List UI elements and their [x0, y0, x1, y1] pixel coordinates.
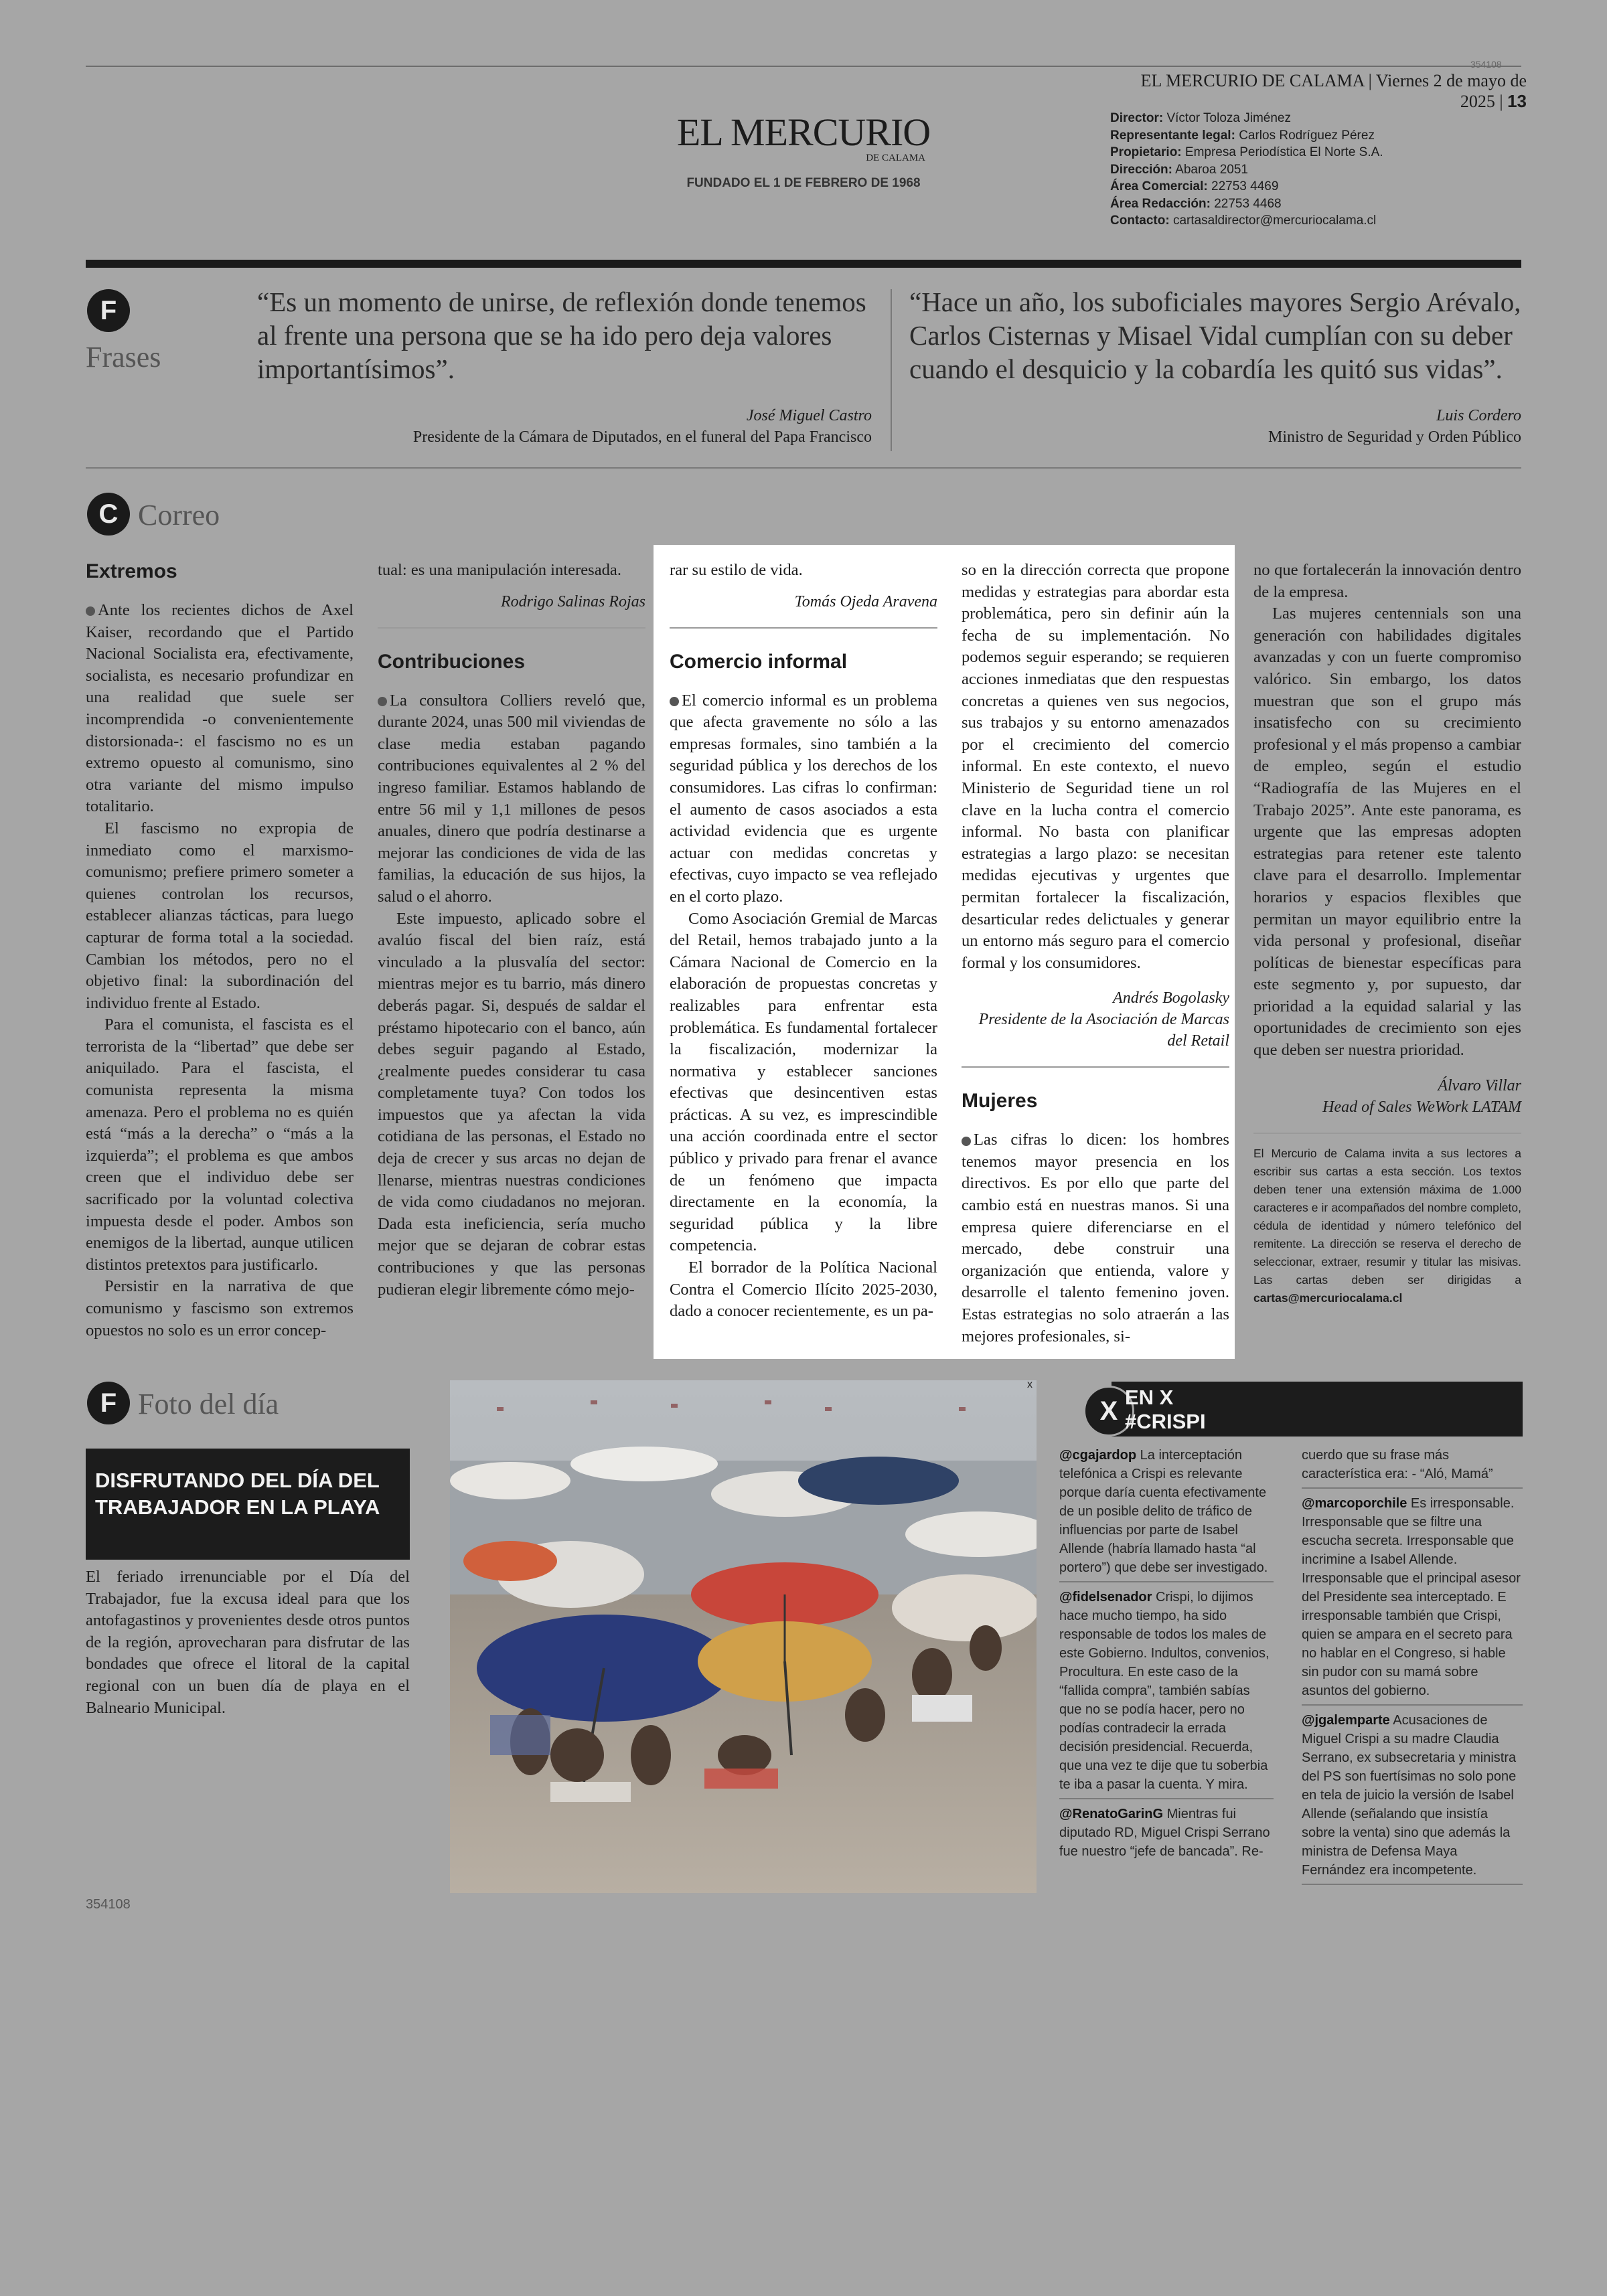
staff-value: Empresa Periodística El Norte S.A.: [1184, 145, 1383, 159]
staff-value[interactable]: cartasaldirector@mercuriocalama.cl: [1172, 214, 1377, 228]
letter-comercio: [670, 560, 937, 1323]
tweet-text: Mientras fui diputado RD, Miguel Crispi Serrano fue nuestro “jefe de bancada”. Re-: [1059, 1807, 1270, 1859]
foto-title: Foto del día: [138, 1388, 279, 1420]
staff-line: [1110, 127, 1383, 145]
quote-1-author: José Miguel Castro: [746, 407, 872, 424]
staff-label: Área Redacción:: [1110, 196, 1211, 211]
staff-line: [1110, 195, 1383, 213]
tweet-text: La interceptación telefónica a Crispi es relevante porque daría cuenta efectivamente de un posible delito de tráfico de influencias por parte de Isabel Allende (habría llamado hasta “al portero”) que debe ser investigado.: [1059, 1448, 1268, 1575]
masthead: [670, 112, 937, 191]
tweet: [1059, 1805, 1274, 1861]
letter-paragraph: El fascismo no expropia de inmediato como el marxismo-comunismo; prefiere primero someter a quienes controlan los recursos, establecer alianzas tácticas, para luego capturar de forma total a la sociedad. Cambian los métodos, pero no el objetivo final: la subordinación del individuo frente al Estado.: [86, 819, 354, 1012]
letter-signature-role: Head of Sales WeWork LATAM: [1322, 1098, 1521, 1116]
masthead-logo: EL MERCURIO: [676, 110, 931, 154]
page-header-info: EL MERCURIO DE CALAMA | Viernes 2 de mayo de 2025 | 13: [1140, 71, 1527, 111]
header-divider: [86, 260, 1521, 268]
letter-comercio-cont: [962, 560, 1229, 1347]
tweet: [1059, 1446, 1274, 1582]
tweets-col-2: [1302, 1446, 1523, 1890]
letter-heading: Contribuciones: [378, 650, 526, 673]
letter-divider: [378, 627, 645, 629]
page-code-top: 354108: [1470, 59, 1502, 70]
frases-badge-icon: F: [87, 289, 130, 332]
tweet-handle[interactable]: @cgajardop: [1059, 1448, 1137, 1463]
staff-value: Víctor Toloza Jiménez: [1166, 111, 1291, 125]
staff-box: [1110, 110, 1383, 230]
letter-heading: Extremos: [86, 560, 177, 582]
tweet-handle[interactable]: @RenatoGarinG: [1059, 1807, 1164, 1821]
letter-mujeres-cont: [1253, 560, 1521, 1307]
staff-value: 22753 4469: [1211, 179, 1279, 193]
staff-label: Representante legal:: [1110, 128, 1235, 143]
staff-label: Área Comercial:: [1110, 179, 1208, 193]
photo-close-mark: x: [1027, 1380, 1032, 1390]
quote-2-role: Ministro de Seguridad y Orden Público: [1268, 428, 1521, 446]
letter-paragraph: Ante los recientes dichos de Axel Kaiser, recordando que el Partido Nacional Socialista era, efectivamente, socialista, es necesario profundizar en una realidad que suele ser incomprendida -o convenientemente distorsionada-: el fascismo no es un extremo opuesto al comunismo, sino otra variante del mismo impulso totalitario.: [86, 601, 354, 816]
letter-paragraph: Este impuesto, aplicado sobre el avalúo fiscal del bien raíz, está vinculado a la plusvalía del sector: mientras mejor es tu barrio, más dinero deberás pagar. Si, después de saldar el préstamo hipotecario con el banco, aún debes seguir pagando al Estado, ¿realmente puedes considerar tu casa completamente tuya? Con todos los impuestos que ya afectan la vida cotidiana de las personas, el Estado no deja de crecer y sus arcas no dejan de llenarse, mientras nuestras condiciones de vida como ciudadanos no mejoran. Dada esta ineficiencia, sería mucho mejor que se dejaran de cobrar estas contribuciones y que las personas pudieran elegir libremente cómo mejo-: [378, 909, 645, 1299]
beach-photo-image: [450, 1380, 1037, 1893]
masthead-sub: DE CALAMA: [866, 153, 925, 163]
letter-paragraph: Para el comunista, el fascista es el terrorista de la “libertad” que debe ser aniquilado. Para el fascista, el comunista representa la misma amenaza. Pero el problema no es quién está “más a la derecha” o “más a la izquierda”; el problema es que ambos creen que el individuo debe ser sacrificado por la voluntad colectiva impuesta desde el poder. Ambos son enemigos de la libertad, aunque utilicen distintos pretextos para justificarlo.: [86, 1015, 354, 1274]
tweet: [1302, 1446, 1523, 1489]
letter-heading: Comercio informal: [670, 650, 848, 673]
staff-label: Propietario:: [1110, 145, 1182, 159]
letter-divider: [670, 627, 937, 629]
letter-paragraph: no que fortalecerán la innovación dentro de la empresa.: [1253, 561, 1521, 601]
letter-divider: [1253, 1133, 1521, 1134]
letter-signature-role: Presidente de la Asociación de Marcas del Retail: [978, 1011, 1229, 1050]
tweet: [1059, 1588, 1274, 1799]
publication-name: EL MERCURIO DE CALAMA: [1140, 71, 1365, 90]
photo-caption: [86, 1566, 410, 1719]
quote-separator: [891, 289, 892, 451]
photo-headline: DISFRUTANDO DEL DÍA DEL TRABAJADOR EN LA PLAYA: [86, 1449, 410, 1560]
letter-paragraph: Las cifras lo dicen: los hombres tenemos mayor presencia en los directivos. Es por ello que parte del cambio está en nuestras manos. Si una empresa quiere diferenciarse en el mercado, debe construir una organización que entienda, valore y desarrolle el talento femenino joven. Estas estrategias no solo atraerán a las mejores profesionales, si-: [962, 1131, 1229, 1345]
letter-signature: Rodrigo Salinas Rojas: [500, 592, 645, 610]
tweet-text: Es irresponsable. Irresponsable que se filtre una escucha secreta. Irresponsable que incrimine a Isabel Allende. Irresponsable que el principal asesor del Presidente sea interceptado. E irresponsable también que Crispi, quien se ampara en el secreto para no hablar en el Congreso, si hable sin pudor con su mamá sobre asuntos del gobierno.: [1302, 1496, 1521, 1698]
staff-line: [1110, 144, 1383, 161]
correo-badge-icon: C: [87, 493, 130, 536]
staff-value: Carlos Rodríguez Pérez: [1239, 128, 1375, 143]
staff-line: [1110, 178, 1383, 195]
en-x-header: [1099, 1382, 1523, 1437]
frases-bottom-rule: [86, 467, 1521, 469]
letter-signature: Andrés Bogolasky: [1113, 989, 1229, 1007]
founded-line: FUNDADO EL 1 DE FEBRERO DE 1968: [686, 176, 921, 190]
quote-2-author: Luis Cordero: [1436, 407, 1521, 424]
photo-caption-text: El feriado irrenunciable por el Día del Trabajador, fue la excusa ideal para que los antofagastinos y provenientes desde otros puntos de la región, aprovecharan para disfrutar de las bondades que ofrece el litoral de la capital regional con un buen día de playa en el Balneario Municipal.: [86, 1568, 410, 1717]
letter-paragraph: El borrador de la Política Nacional Contra el Comercio Ilícito 2025-2030, dado a conocer recientemente, es un pa-: [670, 1258, 937, 1321]
letter-extremos: [86, 560, 354, 1341]
tweet-handle[interactable]: @marcoporchile: [1302, 1496, 1407, 1511]
x-badge-icon: X: [1083, 1386, 1134, 1437]
tweet-text: Crispi, lo dijimos hace mucho tiempo, ha sido responsable de todos los males de este Gobierno. Indultos, convenios, Procultura. En este caso de la “fallida compra”, también sabías que no se podía hacer, pero no podías contradecir la errada decisión presidencial. Recuerda, que una vez te dije que tu soberbia te iba a pasar la cuenta. Y mira.: [1059, 1590, 1270, 1792]
letter-divider: [962, 1066, 1229, 1068]
letter-continuation: tual: es una manipulación interesada.: [378, 561, 621, 579]
staff-label: Dirección:: [1110, 162, 1172, 177]
letter-paragraph: El comercio informal es un problema que afecta gravemente no sólo a las empresas formales, sino también a la seguridad pública y los derechos de los consumidores. Las cifras lo confirman: el aumento de casos asociados a esta actividad evidencia que es urgente actuar con medidas concretas y efectivas, cuyo impacto se vea reflejado en el corto plazo.: [670, 691, 937, 906]
staff-line: [1110, 212, 1383, 230]
quote-2: “Hace un año, los suboficiales mayores Sergio Arévalo, Carlos Cisternas y Misael Vidal cumplían con su deber cuando el desquicio y la cobardía les quitó sus vidas”.: [909, 286, 1521, 384]
tweets-col-1: [1059, 1446, 1274, 1861]
letter-heading: Mujeres: [962, 1090, 1038, 1113]
tweet-handle[interactable]: @jgalemparte: [1302, 1713, 1390, 1728]
letter-contribuciones: [378, 560, 645, 1301]
bullet-icon: [378, 697, 387, 706]
letter-paragraph: Persistir en la narrativa de que comunismo y fascismo son extremos opuestos no solo es un error concep-: [86, 1277, 354, 1339]
staff-label: Contacto:: [1110, 214, 1170, 228]
letter-signature: Álvaro Villar: [1438, 1076, 1521, 1094]
letters-notice: El Mercurio de Calama invita a sus lectores a escribir sus cartas a esta sección. Los textos deben tener una extensión máxima de 1.000 caracteres e ir acompañados del nombre completo, cédula de identidad y número telefónico del remitente. La dirección se reserva el derecho de seleccionar, extraer, resumir y titular las misivas. Las cartas deben ser dirigidas a cartas@mercuriocalama.cl: [1253, 1146, 1521, 1305]
staff-line: [1110, 110, 1383, 127]
page-number: 13: [1507, 91, 1527, 111]
tweet: [1302, 1711, 1523, 1885]
tweet-text: cuerdo que su frase más característica era: - “Aló, Mamá”: [1302, 1448, 1493, 1481]
bullet-icon: [962, 1137, 971, 1146]
bullet-icon: [670, 697, 679, 706]
staff-label: Director:: [1110, 111, 1164, 125]
beach-photo: [450, 1380, 1037, 1893]
en-x-title: [1125, 1386, 1206, 1434]
letter-paragraph: Las mujeres centennials son una generación con habilidades digitales avanzadas y con un fuerte compromiso valórico. Sin embargo, los datos muestran que son el grupo más insatisfecho con su crecimiento profesional y el más propenso a cambiar de empleo, según el estudio “Radiografía de las Mujeres en el Trabajo 2025”. Ante este panorama, es urgente que las empresas adopten estrategias para retener este talento clave para el desarrollo. Implementar horarios y espacios flexibles que permitan un mayor equilibrio entre la vida personal y profesional, diseñar políticas de bienestar específicas para este segmento y, por supuesto, dar prioridad a la equidad salarial y las oportunidades de crecimiento son ejes que deben ser nuestra prioridad.: [1253, 604, 1521, 1060]
letter-continuation: rar su estilo de vida.: [670, 561, 803, 579]
letter-paragraph: so en la dirección correcta que propone medidas y estrategias para abordar esta problemática, pero sin definir aún la fecha de su implementación. No podemos seguir esperando; se requieren acciones inmediatas que den respuestas concretas a quienes ven sus negocios, sus trabajos y su entorno amenazados por el crecimiento del comercio informal. En este contexto, el nuevo Ministerio de Seguridad tiene un rol clave en la lucha contra el comercio informal. No basta con planificar estrategias a largo plazo: se necesitan medidas ejecutivas y urgentes que permitan fortalecer la fiscalización, desarticular redes delictuales y generar un entorno más seguro para el comercio formal y los consumidores.: [962, 561, 1229, 972]
en-x-hashtag: #CRISPI: [1125, 1410, 1206, 1433]
quote-1-role: Presidente de la Cámara de Diputados, en el funeral del Papa Francisco: [412, 428, 872, 446]
foto-badge-icon: F: [87, 1382, 130, 1424]
frases-title: Frases: [86, 341, 161, 374]
tweet-text: Acusaciones de Miguel Crispi a su madre Claudia Serrano, ex subsecretaria y ministra del PS son fuertísimas no solo pone en tela de juicio la versión de Isabel Allende (señalando que insistía sobre la venta) sino que además la ministra de Defensa Maya Fernández era incompetente.: [1302, 1713, 1517, 1878]
letter-paragraph: La consultora Colliers reveló que, durante 2024, unas 500 mil viviendas de clase media estaban pagando contribuciones equivalentes al 2 % del ingreso familiar. Estamos hablando de entre 56 mil y 1,1 millones de pesos anuales, dinero que podría destinarse a mejorar las condiciones de vida de las familias, la educación de sus hijos, la salud o el ahorro.: [378, 691, 645, 906]
publication-date: Viernes 2 de mayo de 2025: [1375, 71, 1527, 111]
en-x-title-line1: EN X: [1125, 1386, 1174, 1409]
top-rule: [86, 66, 1521, 67]
staff-value: Abaroa 2051: [1175, 162, 1248, 177]
correo-title: Correo: [138, 499, 220, 531]
tweet: [1302, 1494, 1523, 1706]
bullet-icon: [86, 606, 95, 616]
tweet-handle[interactable]: @fidelsenador: [1059, 1590, 1152, 1605]
staff-value: 22753 4468: [1214, 196, 1282, 211]
staff-line: [1110, 161, 1383, 179]
quote-1: “Es un momento de unirse, de reflexión donde tenemos al frente una persona que se ha ido pero deja valores importantísimos”.: [257, 286, 866, 384]
letters-email[interactable]: cartas@mercuriocalama.cl: [1253, 1291, 1403, 1305]
page-code-bottom: 354108: [86, 1897, 131, 1912]
letter-signature: Tomás Ojeda Aravena: [794, 592, 937, 610]
letter-paragraph: Como Asociación Gremial de Marcas del Retail, hemos trabajado junto a la Cámara Nacional de Comercio en la elaboración de propuestas concretas y realizables para enfrentar esta problemática. Es fundamental fortalecer la fiscalización, modernizar la normativa y establecer sanciones efectivas que desincentiven estas prácticas. A su vez, es imprescindible una acción coordinada entre el sector público y privado para frenar el avance de un fenómeno que impacta directamente en la economía, la seguridad pública y la libre competencia.: [670, 909, 937, 1255]
